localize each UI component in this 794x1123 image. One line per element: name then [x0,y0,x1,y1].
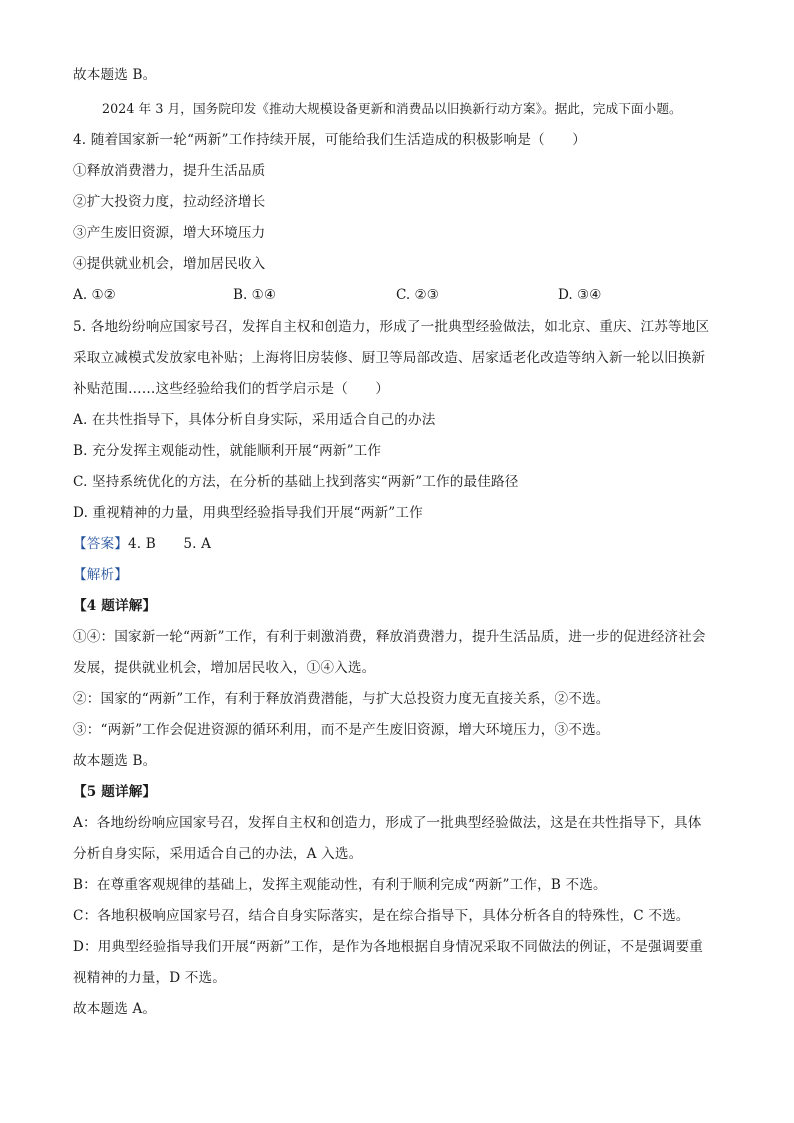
question-4-statement-3: ③产生废旧资源，增大环境压力 [73,225,266,241]
question-5-option-b: B. 充分发挥主观能动性，就能顺利开展“两新”工作 [73,443,382,459]
question-5-detail-line-2: 分析自身实际，采用适合自己的办法，A 入选。 [73,846,363,862]
previous-conclusion: 故本题选 B。 [73,67,157,83]
question-4-option-a: A. ①② [73,287,116,303]
question-5-stem-line-3: 补贴范围……这些经验给我们的哲学启示是（ ） [73,381,390,397]
question-4-statement-4: ④提供就业机会，增加居民收入 [73,256,266,272]
question-4-statement-2: ②扩大投资力度，拉动经济增长 [73,194,266,210]
question-5-stem-line-1: 5. 各地纷纷响应国家号召，发挥自主权和创造力，形成了一批典型经验做法，如北京、重庆、江苏等地区 [73,319,710,335]
question-4-detail-line-2: 发展，提供就业机会，增加居民收入，①④入选。 [73,660,376,676]
question-5-option-d: D. 重视精神的力量，用典型经验指导我们开展“两新”工作 [73,505,423,521]
material-intro: 2024 年 3 月，国务院印发《推动大规模设备更新和消费品以旧换新行动方案》。据此，完成下面小题。 [102,101,682,116]
question-4-stem: 4. 随着国家新一轮“两新”工作持续开展，可能给我们生活造成的积极影响是（ ） [73,132,586,148]
question-5-conclusion: 故本题选 A。 [73,1001,157,1017]
question-4-detail-line-3: ②：国家的“两新”工作，有利于释放消费潜能，与扩大总投资力度无直接关系，②不选。 [73,691,610,707]
question-5-stem-line-2: 采取立减模式发放家电补贴；上海将旧房装修、厨卫等局部改造、居家适老化改造等纳入新一轮以旧换新 [73,350,706,366]
question-5-detail-line-6: 视精神的力量，D 不选。 [73,970,226,986]
question-5-detail-line-3: B：在尊重客观规律的基础上，发挥主观能动性，有利于顺利完成“两新”工作，B 不选。 [73,877,607,893]
question-4-option-b: B. ①④ [233,287,277,303]
question-4-conclusion: 故本题选 B。 [73,753,157,769]
answer-tag: 【答案】 [73,536,128,552]
question-4-option-c: C. ②③ [396,287,439,303]
answer-text: 4. B 5. A [127,536,212,552]
question-4-detail-line-1: ①④：国家新一轮“两新”工作，有利于刺激消费，释放消费潜力，提升生活品质，进一步的促进经济社会 [73,629,706,645]
question-5-option-a: A. 在共性指导下，具体分析自身实际，采用适合自己的办法 [73,412,436,428]
answer-line [73,535,211,553]
question-4-detail-line-4: ③：“两新”工作会促进资源的循环利用，而不是产生废旧资源，增大环境压力，③不选。 [73,722,610,738]
question-5-detail-line-5: D：用典型经验指导我们开展“两新”工作，是作为各地根据自身情况采取不同做法的例证，不是强调要重 [73,939,703,955]
question-5-detail-title: 【5 题详解】 [73,784,157,800]
question-5-detail-line-1: A：各地纷纷响应国家号召，发挥自主权和创造力，形成了一批典型经验做法，这是在共性指导下，具体 [73,815,702,831]
question-5-option-c: C. 坚持系统优化的方法，在分析的基础上找到落实“两新”工作的最佳路径 [73,474,519,490]
question-5-detail-line-4: C：各地积极响应国家号召，结合自身实际落实，是在综合指导下，具体分析各自的特殊性，C 不选。 [73,908,690,924]
question-4-option-d: D. ③④ [558,287,602,303]
analysis-tag: 【解析】 [73,567,128,583]
question-4-statement-1: ①释放消费潜力，提升生活品质 [73,163,266,179]
question-4-detail-title: 【4 题详解】 [73,598,157,614]
